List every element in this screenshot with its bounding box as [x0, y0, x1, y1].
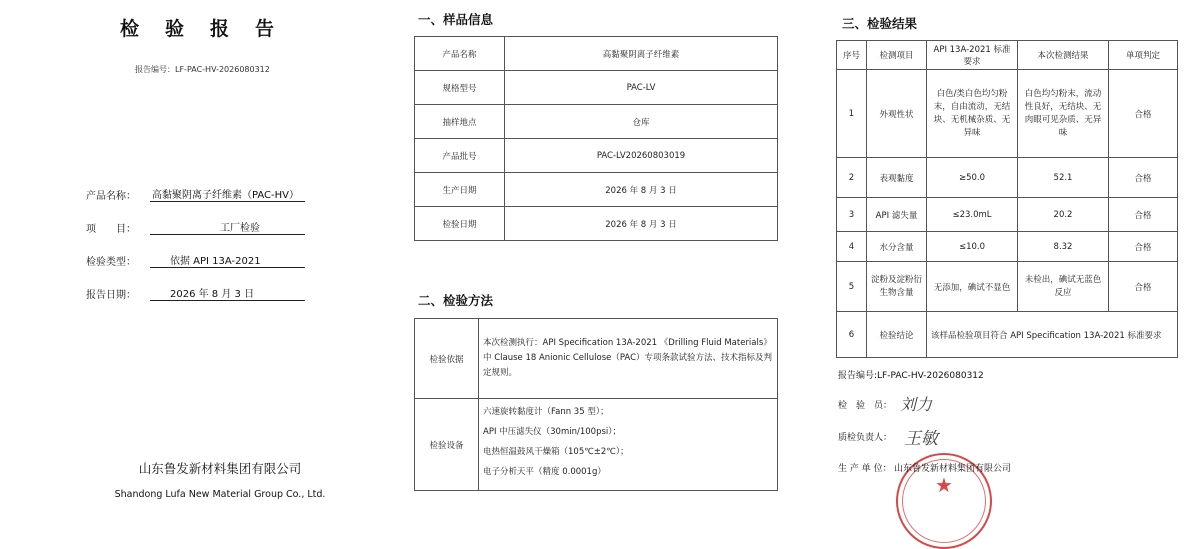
cell-requirement: ≥50.0 [927, 158, 1018, 198]
cell-label: 检验日期 [415, 207, 505, 241]
field-value: 工厂检验 [150, 219, 305, 235]
cell-value: PAC-LV20260803019 [505, 139, 778, 173]
field-project [86, 219, 305, 235]
field-report-date [86, 285, 305, 301]
table-row [415, 319, 778, 399]
cell-judgement: 合格 [1109, 70, 1178, 158]
cell-item: 淀粉及淀粉衍生物含量 [867, 262, 927, 312]
table-row [837, 232, 1178, 262]
cell-requirement: ≤23.0mL [927, 198, 1018, 232]
field-label: 产品名称： [86, 191, 136, 202]
cell-label: 产品批号 [415, 139, 505, 173]
company-name-cn: 山东鲁发新材料集团有限公司 [138, 461, 302, 476]
cell-item: 外观性状 [867, 70, 927, 158]
cell-result: 8.32 [1018, 232, 1109, 262]
table-row [415, 207, 778, 241]
field-inspection-type [86, 252, 305, 268]
field-value: 2026 年 8 月 3 日 [150, 285, 305, 301]
qa-signature: 王敏 [904, 429, 938, 449]
cell-no: 5 [837, 262, 867, 312]
cell-judgement: 合格 [1109, 262, 1178, 312]
field-label: 项 目： [86, 224, 136, 235]
field-label: 报告日期： [86, 290, 136, 301]
cell-value: 2026 年 8 月 3 日 [505, 173, 778, 207]
cell-no: 3 [837, 198, 867, 232]
cell-judgement: 合格 [1109, 232, 1178, 262]
cell-result: 52.1 [1018, 158, 1109, 198]
table-header-row [837, 41, 1178, 70]
list-item: 六速旋转黏度计（Fann 35 型）； [483, 407, 609, 417]
cell-no: 1 [837, 70, 867, 158]
table-row [837, 70, 1178, 158]
cell-value: 仓库 [505, 105, 778, 139]
unit-value: 山东鲁发新材料集团有限公司 [894, 464, 1012, 474]
results-table [836, 40, 1178, 358]
cell-label: 生产日期 [415, 173, 505, 207]
company-name-en: Shandong Lufa New Material Group Co., Ltd. [114, 489, 326, 500]
column-header: 单项判定 [1109, 41, 1178, 70]
column-header: API 13A-2021 标准要求 [927, 41, 1018, 70]
cell-label: 规格型号 [415, 71, 505, 105]
cell-result: 未检出，碘试无蓝色反应 [1018, 262, 1109, 312]
list-item: 电子分析天平（精度 0.0001g） [483, 467, 606, 477]
field-label: 检验类型： [86, 257, 136, 268]
cell-label: 产品名称 [415, 37, 505, 71]
field-product-name [86, 186, 305, 202]
cell-label: 检验依据 [415, 319, 479, 399]
cell-no: 4 [837, 232, 867, 262]
field-value: 高黏聚阴离子纤维素（PAC-HV） [150, 186, 305, 202]
cell-label: 检验设备 [415, 399, 479, 491]
field-value: 依据 API 13A-2021 [150, 252, 305, 268]
seal-star-icon: ★ [935, 473, 953, 497]
column-header: 检测项目 [867, 41, 927, 70]
cell-no: 6 [837, 312, 867, 358]
cover-report-number: 报告编号：LF-PAC-HV-2026080312 [135, 65, 270, 74]
cell-value: 高黏聚阴离子纤维素 [505, 37, 778, 71]
list-item: API 中压滤失仪（30min/100psi）； [483, 427, 622, 437]
unit-label: 生 产 单 位： [838, 464, 892, 474]
sample-heading: 一、样品信息 [418, 12, 494, 27]
inspector-signature: 刘力 [900, 395, 933, 414]
column-header: 本次检测结果 [1018, 41, 1109, 70]
cell-judgement: 合格 [1109, 158, 1178, 198]
table-row [415, 139, 778, 173]
table-row [837, 262, 1178, 312]
equipment-list [479, 399, 778, 491]
table-row [415, 173, 778, 207]
table-row [415, 37, 778, 71]
list-item: 电热恒温鼓风干燥箱（105℃±2℃）； [483, 447, 629, 457]
cell-requirement: 无添加，碘试不显色 [927, 262, 1018, 312]
sample-table [414, 36, 778, 241]
method-heading: 二、检验方法 [418, 293, 494, 308]
cell-result: 20.2 [1018, 198, 1109, 232]
qa-label: 质检负责人： [838, 433, 893, 443]
cell-value: PAC-LV [505, 71, 778, 105]
cell-requirement: ≤10.0 [927, 232, 1018, 262]
cell-label: 抽样地点 [415, 105, 505, 139]
table-row [415, 71, 778, 105]
conclusion-row [837, 312, 1178, 358]
cell-no: 2 [837, 158, 867, 198]
column-header: 序号 [837, 41, 867, 70]
table-row [415, 105, 778, 139]
cell-item: API 滤失量 [867, 198, 927, 232]
cell-item: 水分含量 [867, 232, 927, 262]
table-row [415, 399, 778, 491]
cell-result: 白色均匀粉末，流动性良好，无结块、无肉眼可见杂质、无异味 [1018, 70, 1109, 158]
table-row [837, 198, 1178, 232]
cell-value: 2026 年 8 月 3 日 [505, 207, 778, 241]
footer-report-number: 报告编号:LF-PAC-HV-2026080312 [838, 371, 984, 381]
conclusion-label: 检验结论 [867, 312, 927, 358]
inspector-label: 检 验 员： [838, 401, 893, 411]
cell-item: 表观黏度 [867, 158, 927, 198]
cell-judgement: 合格 [1109, 198, 1178, 232]
results-heading: 三、检验结果 [842, 16, 918, 31]
report-title: 检验报告 [119, 18, 300, 40]
table-row [837, 158, 1178, 198]
cell-requirement: 白色/类白色均匀粉末，自由流动，无结块、无机械杂质、无异味 [927, 70, 1018, 158]
method-table [414, 318, 778, 491]
method-basis-text: 本次检测执行：API Specification 13A-2021 《Drilling Fluid Materials》 中 Clause 18 Anionic Cellulose（PAC）专项条款试验方法、技术指标及判定规则。 [479, 319, 778, 399]
conclusion-text: 该样品检验项目符合 API Specification 13A-2021 标准要求 [927, 312, 1178, 358]
